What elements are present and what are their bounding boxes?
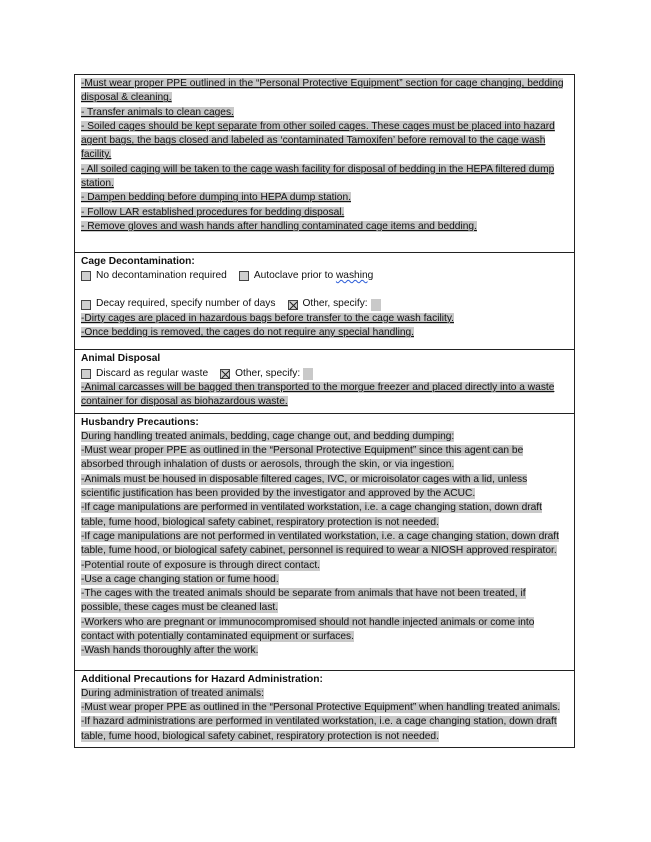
additional-line-1: During administration of treated animals:	[81, 687, 264, 699]
husbandry-line-5: -If cage manipulations are not performed in ventilated workstation, i.e. a cage changing station, down draft table, fume hood, or biological safety cabinet, personnel is required to wear a NIOSH approved respirator.	[81, 530, 559, 557]
animal-disposal-options-row	[81, 367, 568, 381]
cage-decon-line-1: -Dirty cages are placed in hazardous bags before transfer to the cage wash facility.	[81, 312, 454, 324]
husbandry-title: Husbandry Precautions:	[81, 416, 199, 428]
cage-handling-section	[75, 75, 574, 252]
cage-handling-line-1: -Must wear proper PPE outlined in the “Personal Protective Equipment” section for cage changing, bedding disposal & cleaning.	[81, 78, 564, 104]
additional-title: Additional Precautions for Hazard Administration:	[81, 673, 323, 685]
other-disposal-label: Other, specify:	[235, 367, 301, 379]
no-decon-checkbox[interactable]	[81, 271, 91, 281]
protocol-form-table	[74, 74, 575, 748]
other-disposal-checkbox-checked[interactable]	[220, 369, 230, 379]
animal-disposal-section	[75, 349, 574, 412]
animal-disposal-title: Animal Disposal	[81, 353, 161, 365]
cage-decontamination-section	[75, 252, 574, 350]
husbandry-line-4: -If cage manipulations are performed in ventilated workstation, i.e. a cage changing station, down draft table, fume hood, biological safety cabinet, respiratory protection is not needed.	[81, 502, 542, 528]
husbandry-line-6: -Potential route of exposure is through direct contact.	[81, 559, 320, 571]
cage-decon-options-row-1	[81, 269, 568, 283]
husbandry-line-7: -Use a cage changing station or fume hood.	[81, 573, 279, 585]
husbandry-line-1: During handling treated animals, bedding, cage change out, and bedding dumping:	[81, 430, 455, 442]
husbandry-line-10: -Wash hands thoroughly after the work.	[81, 645, 259, 657]
discard-regular-label: Discard as regular waste	[96, 367, 209, 379]
husbandry-line-8: -The cages with the treated animals should be separate from animals that have not been treated, if possible, these cages must be cleaned last.	[81, 588, 526, 614]
cage-handling-line-2: - Transfer animals to clean cages.	[81, 106, 234, 118]
autoclave-checkbox[interactable]	[239, 271, 249, 281]
husbandry-line-3: -Animals must be housed in disposable filtered cages, IVC, or microisolator cages with a lid, unless scientific justification has been provided by the investigator and approved by the ACUC.	[81, 473, 528, 500]
discard-regular-checkbox[interactable]	[81, 369, 91, 379]
decay-label: Decay required, specify number of days	[96, 298, 276, 310]
cage-decon-title: Cage Decontamination:	[81, 255, 195, 267]
cage-handling-line-5: - Dampen bedding before dumping into HEPA dump station.	[81, 192, 351, 204]
husbandry-section	[75, 413, 574, 670]
no-decon-label: No decontamination required	[96, 269, 227, 281]
cage-handling-line-3: - Soiled cages should be kept separate from other soiled cages. These cages must be placed into hazard agent bags, the bags closed and labeled as ‘contaminated Tamoxifen’ before removal to the cage wash facility.	[81, 120, 555, 161]
other-decon-label: Other, specify:	[302, 298, 368, 310]
cage-decon-options-row-2	[81, 297, 568, 311]
cage-handling-line-6: - Follow LAR established procedures for bedding disposal.	[81, 206, 345, 218]
cage-handling-line-4: - All soiled caging will be taken to the cage wash facility for disposal of bedding in the HEPA filtered dump station.	[81, 163, 555, 190]
autoclave-label: Autoclave prior to washing	[253, 269, 374, 281]
additional-precautions-section	[75, 670, 574, 747]
cage-decon-line-2: -Once bedding is removed, the cages do not require any special handling.	[81, 327, 414, 339]
additional-line-2: -Must wear proper PPE as outlined in the “Personal Protective Equipment” when handling treated animals.	[81, 702, 561, 714]
husbandry-line-2: -Must wear proper PPE as outlined in the “Personal Protective Equipment” since this agent can be absorbed through inhalation of dusts or aerosols, through the skin, or via ingestion.	[81, 445, 524, 471]
husbandry-line-9: -Workers who are pregnant or immunocompromised should not handle injected animals or come into contact with potentially contaminated equipment or surfaces.	[81, 616, 535, 642]
cage-handling-line-7: - Remove gloves and wash hands after handling contaminated cage items and bedding.	[81, 220, 477, 232]
animal-disposal-line-1: -Animal carcasses will be bagged then transported to the morgue freezer and placed directly into a waste container for disposal as biohazardous waste.	[81, 381, 555, 408]
decay-checkbox[interactable]	[81, 300, 91, 310]
other-decon-checkbox-checked[interactable]	[288, 300, 298, 310]
additional-line-3: -If hazard administrations are performed in ventilated workstation, i.e. a cage changing station, down draft table, fume hood, biological safety cabinet, respiratory protection is not needed.	[81, 716, 557, 742]
